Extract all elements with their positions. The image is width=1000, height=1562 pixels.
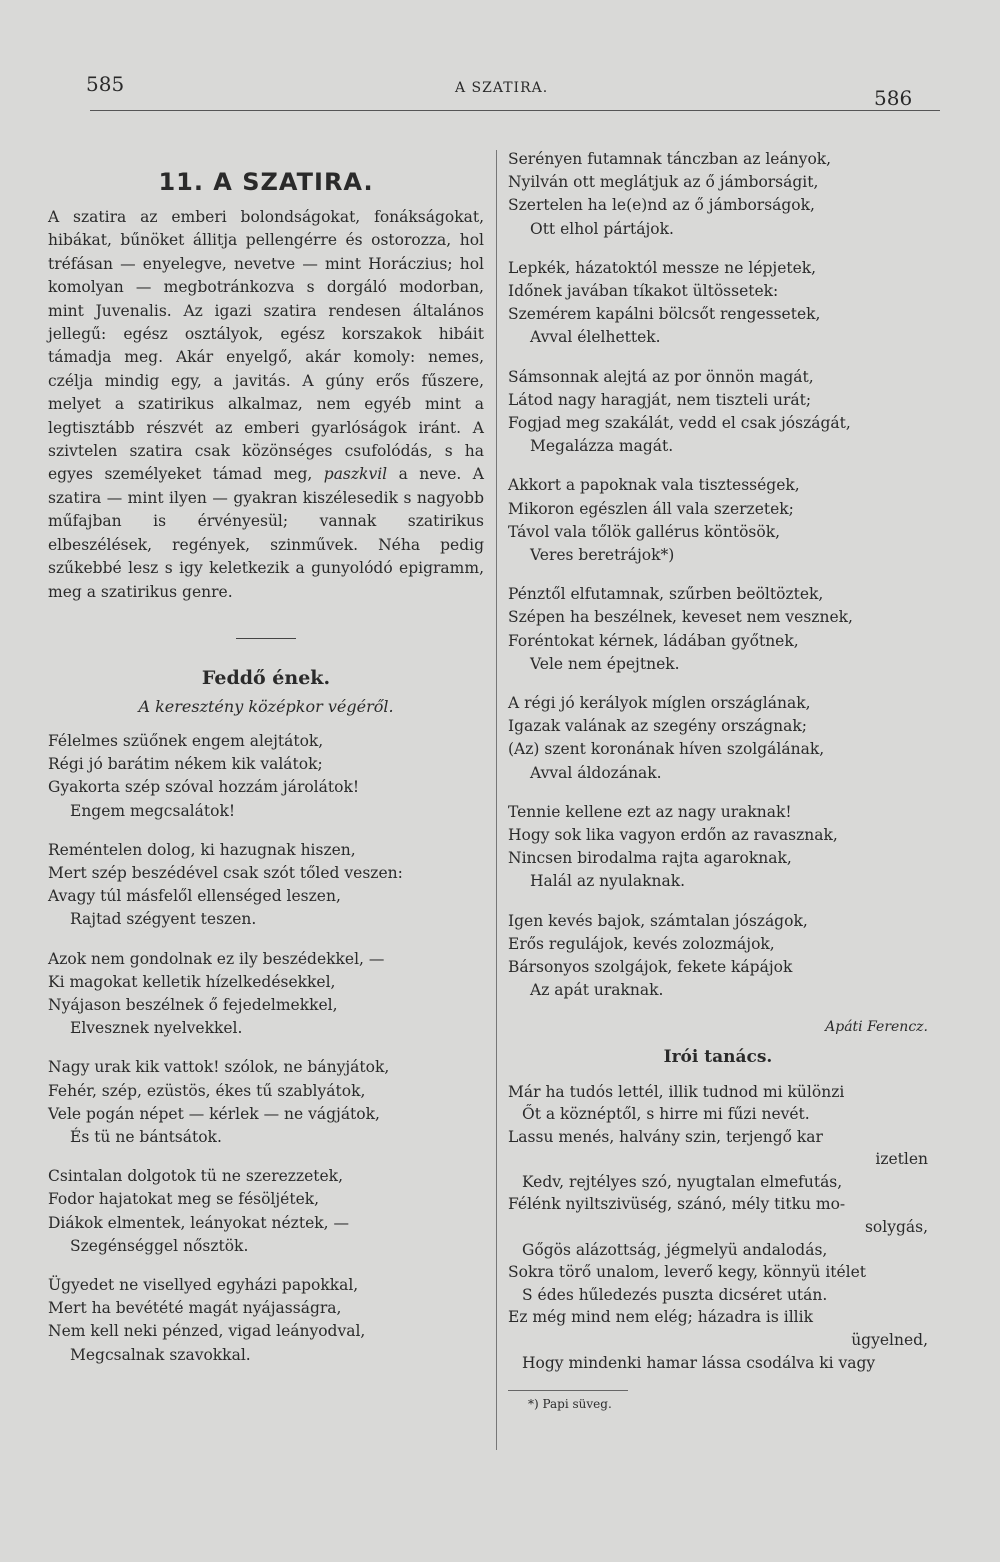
stanza bbox=[508, 910, 928, 1003]
poem-line: Csintalan dolgotok tü ne szerezzetek, bbox=[48, 1167, 343, 1186]
poem-line: Pénztől elfutamnak, szűrben beöltöztek, bbox=[508, 585, 824, 604]
poem-line: Akkort a papoknak vala tisztességek, bbox=[508, 476, 800, 495]
poem-line: Megcsalnak szavokkal. bbox=[70, 1345, 251, 1364]
poem-line: Erős regulájok, kevés zolozmájok, bbox=[508, 934, 775, 953]
stanza bbox=[508, 583, 928, 676]
poem-line: Avval élelhettek. bbox=[530, 328, 661, 347]
right-column bbox=[508, 148, 928, 1411]
poem-line: Gőgös alázottság, jégmelyü andalodás, bbox=[522, 1240, 828, 1259]
stanza bbox=[48, 1274, 484, 1367]
poem-line: Ott elhol pártájok. bbox=[530, 219, 674, 238]
poem-line: Félelmes szüőnek engem alejtátok, bbox=[48, 731, 324, 750]
page-number-left: 585 bbox=[86, 72, 125, 96]
poem-line: Ügyedet ne visellyed egyházi papokkal, bbox=[48, 1275, 359, 1294]
poem-line: (Az) szent koronának híven szolgálának, bbox=[508, 740, 825, 759]
left-poem-stanzas bbox=[48, 730, 484, 1367]
poem-line: Igazak valának az szegény országnak; bbox=[508, 717, 808, 736]
poem-line: Félénk nyiltszivüség, szánó, mély titku mo- bbox=[508, 1195, 846, 1214]
poem-line: Kedv, rejtélyes szó, nyugtalan elmefutás, bbox=[522, 1172, 843, 1191]
poem-line: Nincsen birodalma rajta agaroknak, bbox=[508, 849, 792, 868]
poem-line: Bársonyos szolgájok, fekete kápájok bbox=[508, 958, 793, 977]
poem-line: Veres beretrájok*) bbox=[530, 546, 675, 565]
running-title: A SZATIRA. bbox=[455, 80, 549, 96]
intro-text-b: a neve. A szatira — mint ilyen — gyakran kiszélesedik s nagyobb műfajban is érvényesül; vannak szatirikus elbeszélések, regények, szinművek. Néha pedig szűkebbé lesz s igy keletkezik a gunyolódó epigramm, meg a szatirikus genre. bbox=[48, 465, 484, 601]
poem-line: Avagy túl másfelől ellenséged leszen, bbox=[48, 887, 341, 906]
poem-line: Szemérem kapálni bölcsőt rengessetek, bbox=[508, 305, 821, 324]
poem-line: Vele pogán népet — kérlek — ne vágjátok, bbox=[48, 1104, 380, 1123]
poem-line: Hogy sok lika vagyon erdőn az ravasznak, bbox=[508, 826, 838, 845]
poem-line: A régi jó kerályok míglen országlának, bbox=[508, 694, 811, 713]
poem-line: Tennie kellene ezt az nagy uraknak! bbox=[508, 802, 792, 821]
poem-line: És tü ne bántsátok. bbox=[70, 1127, 222, 1146]
poem-line: Ki magokat kelletik hízelkedésekkel, bbox=[48, 972, 336, 991]
stanza bbox=[48, 839, 484, 932]
footnote: *) Papi süveg. bbox=[528, 1397, 612, 1412]
poem-line: Látod nagy haragját, nem tiszteli urát; bbox=[508, 390, 812, 409]
poem-line: Mert szép beszédével csak szót tőled veszen: bbox=[48, 863, 403, 882]
poem-line: Az apát uraknak. bbox=[530, 981, 664, 1000]
poem-line: Nyilván ott meglátjuk az ő jámborságit, bbox=[508, 173, 819, 192]
poem-line: Halál az nyulaknak. bbox=[530, 872, 686, 891]
poem-author: Apáti Ferencz. bbox=[825, 1018, 928, 1035]
poem-line: Régi jó barátim nékem kik valátok; bbox=[48, 755, 323, 774]
poem-line: Szegénséggel nősztök. bbox=[70, 1236, 249, 1255]
poem-line: Azok nem gondolnak ez ily beszédekkel, — bbox=[48, 949, 385, 968]
poem-line: Hogy mindenki hamar lássa csodálva ki vagy bbox=[522, 1353, 876, 1372]
poem-line: Lepkék, házatoktól messze ne lépjetek, bbox=[508, 258, 817, 277]
stanza bbox=[508, 801, 928, 894]
poem-line: Elvesznek nyelvekkel. bbox=[70, 1019, 243, 1038]
poem-line: Szépen ha beszélnek, keveset nem vesznek, bbox=[508, 608, 853, 627]
poem-line: Avval áldozának. bbox=[530, 763, 662, 782]
poem-subtitle: A keresztény középkor végéről. bbox=[138, 696, 394, 716]
poem-line: Nem kell neki pénzed, vigad leányodval, bbox=[48, 1322, 366, 1341]
poem-title: Feddő ének. bbox=[201, 666, 331, 689]
second-poem-lines bbox=[508, 1081, 928, 1375]
page-header bbox=[0, 70, 1000, 120]
poem-line: Nagy urak kik vattok! szólok, ne bányjátok, bbox=[48, 1058, 390, 1077]
stanza bbox=[508, 148, 928, 241]
footnote-rule bbox=[508, 1390, 628, 1391]
intro-emphasis: paszkvil bbox=[323, 465, 388, 484]
poem-line: Őt a köznéptől, s hirre mi fűzi nevét. bbox=[522, 1105, 810, 1124]
poem-line: Gyakorta szép szóval hozzám járolátok! bbox=[48, 778, 360, 797]
section-rule bbox=[236, 638, 296, 639]
poem-line: Fogjad meg szakálát, vedd el csak jószágát, bbox=[508, 414, 851, 433]
poem-line: Nyájason beszélnek ő fejedelmekkel, bbox=[48, 995, 338, 1014]
stanza bbox=[508, 474, 928, 567]
second-poem-title: Irói tanács. bbox=[663, 1046, 773, 1067]
poem-line: Sámsonnak alejtá az por önnön magát, bbox=[508, 367, 814, 386]
poem-line: Foréntokat kérnek, ládában győtnek, bbox=[508, 631, 799, 650]
poem-line: Megalázza magát. bbox=[530, 437, 674, 456]
chapter-title: 11. A SZATIRA. bbox=[158, 168, 374, 196]
left-column bbox=[48, 168, 484, 1383]
poem-line: Serényen futamnak tánczban az leányok, bbox=[508, 150, 832, 168]
stanza bbox=[508, 692, 928, 785]
stanza bbox=[48, 948, 484, 1041]
poem-line: Vele nem épejtnek. bbox=[530, 654, 680, 673]
poem-line: S édes hűledezés puszta dicséret után. bbox=[522, 1285, 828, 1304]
stanza bbox=[508, 366, 928, 459]
poem-line: Diákok elmentek, leányokat néztek, — bbox=[48, 1213, 350, 1232]
right-poem-stanzas bbox=[508, 148, 928, 1003]
poem-line: Mikoron egészlen áll vala szerzetek; bbox=[508, 499, 794, 518]
poem-line: Reméntelen dolog, ki hazugnak hiszen, bbox=[48, 840, 356, 859]
poem-line: izetlen bbox=[875, 1150, 928, 1169]
poem-line: Ez még mind nem elég; házadra is illik bbox=[508, 1308, 813, 1327]
poem-line: Igen kevés bajok, számtalan jószágok, bbox=[508, 911, 808, 930]
poem-line: Fodor hajatokat meg se fésöljétek, bbox=[48, 1190, 320, 1209]
stanza bbox=[48, 1056, 484, 1149]
stanza bbox=[48, 1165, 484, 1258]
poem-line: Már ha tudós lettél, illik tudnod mi különzi bbox=[508, 1082, 845, 1101]
poem-line: Fehér, szép, ezüstös, ékes tű szablyátok, bbox=[48, 1081, 366, 1100]
poem-line: Időnek javában tíkakot ültössetek: bbox=[508, 282, 779, 301]
page-number-right: 586 bbox=[874, 86, 913, 110]
poem-line: Mert ha bevétété magát nyájasságra, bbox=[48, 1299, 342, 1318]
intro-text-a: A szatira az emberi bolondságokat, fonákságokat, hibákat, bűnöket állitja pellengérre és ostorozza, hol tréfásan — enyelegve, nevetve — mint Horáczius; hol komolyan — megbotránkozva s dorgáló modorban, mint Juvenalis. Az igazi szatira rendesen általános jellegű: egész osztályok, egész korszakok hibáit támadja meg. Akár enyelgő, akár komoly: nemes, czélja mindig egy, a javitás. A gúny erős fűszere, melyet a szatirikus alkalmaz, nem egyéb mint a legtisztább részvét az emberi gyarlóságok iránt. A szivtelen szatira csak közönséges csufolódás, s ha egyes személyeket támad meg, bbox=[48, 208, 484, 484]
poem-line: Szertelen ha le(e)nd az ő jámborságok, bbox=[508, 196, 815, 215]
stanza bbox=[48, 730, 484, 823]
poem-line: solygás, bbox=[864, 1218, 928, 1237]
poem-line: Rajtad szégyent teszen. bbox=[70, 910, 257, 929]
poem-line: Sokra törő unalom, leverő kegy, könnyü itélet bbox=[508, 1263, 867, 1282]
poem-line: Távol vala tőlök gallérus köntösök, bbox=[508, 522, 781, 541]
header-rule bbox=[90, 110, 940, 111]
poem-line: Engem megcsalátok! bbox=[70, 801, 236, 820]
column-divider bbox=[496, 150, 497, 1450]
stanza bbox=[508, 257, 928, 350]
poem-line: Lassu menés, halvány szin, terjengő kar bbox=[508, 1127, 823, 1146]
intro-paragraph bbox=[48, 206, 484, 604]
poem-line: ügyelned, bbox=[851, 1331, 928, 1350]
